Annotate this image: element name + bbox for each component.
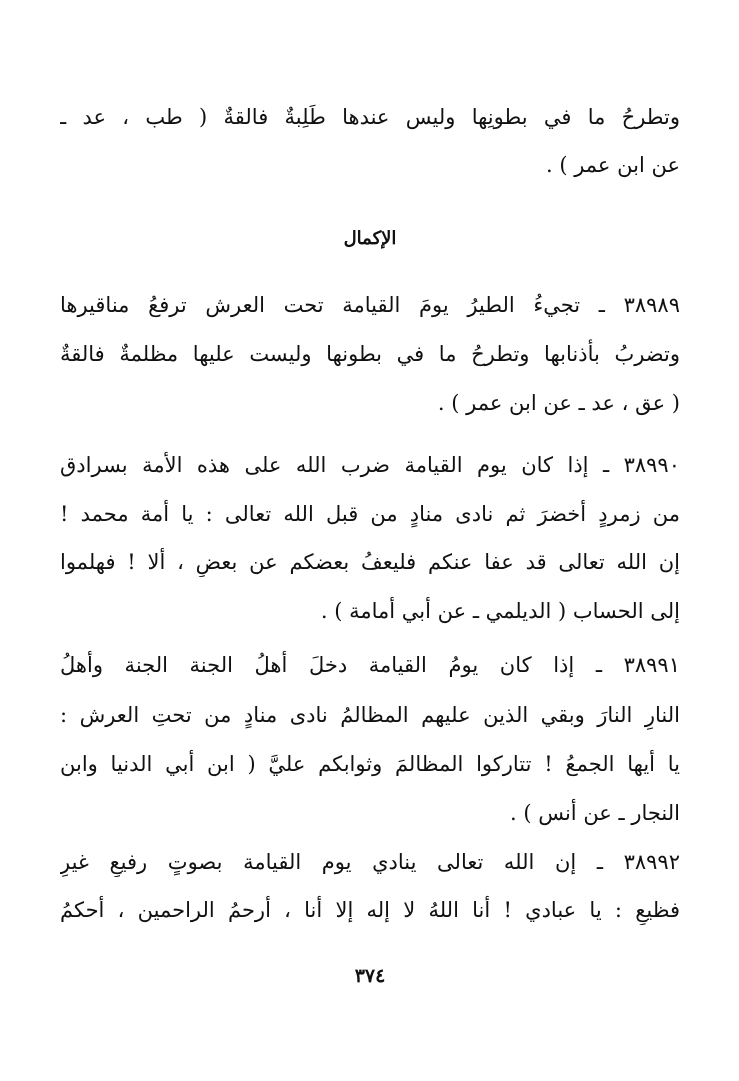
entry-line: ( عق ، عد ـ عن ابن عمر ) . — [437, 391, 680, 415]
entry-line: ٣٨٩٩١ ـ إذا كان يومُ القيامة دخلَ أهلُ الجنة الجنة وأهلُ — [60, 653, 680, 677]
section-heading: الإكمال — [343, 228, 397, 249]
entry-line: من زمردٍ أخضرَ ثم نادى منادٍ من قبل الله تعالى : يا أمة محمد ! — [60, 502, 680, 526]
entry-line: وتضربُ بأذنابها وتطرحُ ما في بطونها وليست عليها مظلمةٌ فالقةٌ — [60, 342, 680, 366]
entry-line: يا أيها الجمعُ ! تتاركوا المظالمَ وثوابكم عليَّ ( ابن أبي الدنيا وابن — [60, 752, 680, 776]
entry-line: إن الله تعالى قد عفا عنكم فليعفُ بعضكم عن بعضٍ ، ألا ! فهلموا — [60, 550, 680, 574]
continuation-line: عن ابن عمر ) . — [545, 153, 680, 177]
entry-line: ٣٨٩٨٩ ـ تجيءُ الطيرُ يومَ القيامة تحت العرش ترفعُ مناقيرها — [60, 293, 680, 317]
entry-line: النارِ النارَ وبقي الذين عليهم المظالمُ نادى منادٍ من تحتِ العرش : — [60, 703, 680, 727]
page-number: ٣٧٤ — [354, 965, 386, 987]
entry-line: ٣٨٩٩٠ ـ إذا كان يوم القيامة ضرب الله على هذه الأمة بسرادق — [60, 453, 680, 477]
continuation-line: وتطرحُ ما في بطونِها وليس عندها طَلِبةٌ فالقةٌ ( طب ، عد ـ — [60, 105, 680, 129]
entry-line: ٣٨٩٩٢ ـ إن الله تعالى ينادي يوم القيامة بصوتٍ رفيعٍ غيرِ — [60, 850, 680, 874]
book-page — [60, 0, 680, 1081]
entry-line: فظيعٍ : يا عبادي ! أنا اللهُ لا إله إلا أنا ، أرحمُ الراحمين ، أحكمُ — [60, 898, 680, 922]
entry-line: إلى الحساب ( الديلمي ـ عن أبي أمامة ) . — [320, 599, 680, 623]
entry-line: النجار ـ عن أنس ) . — [509, 801, 680, 825]
